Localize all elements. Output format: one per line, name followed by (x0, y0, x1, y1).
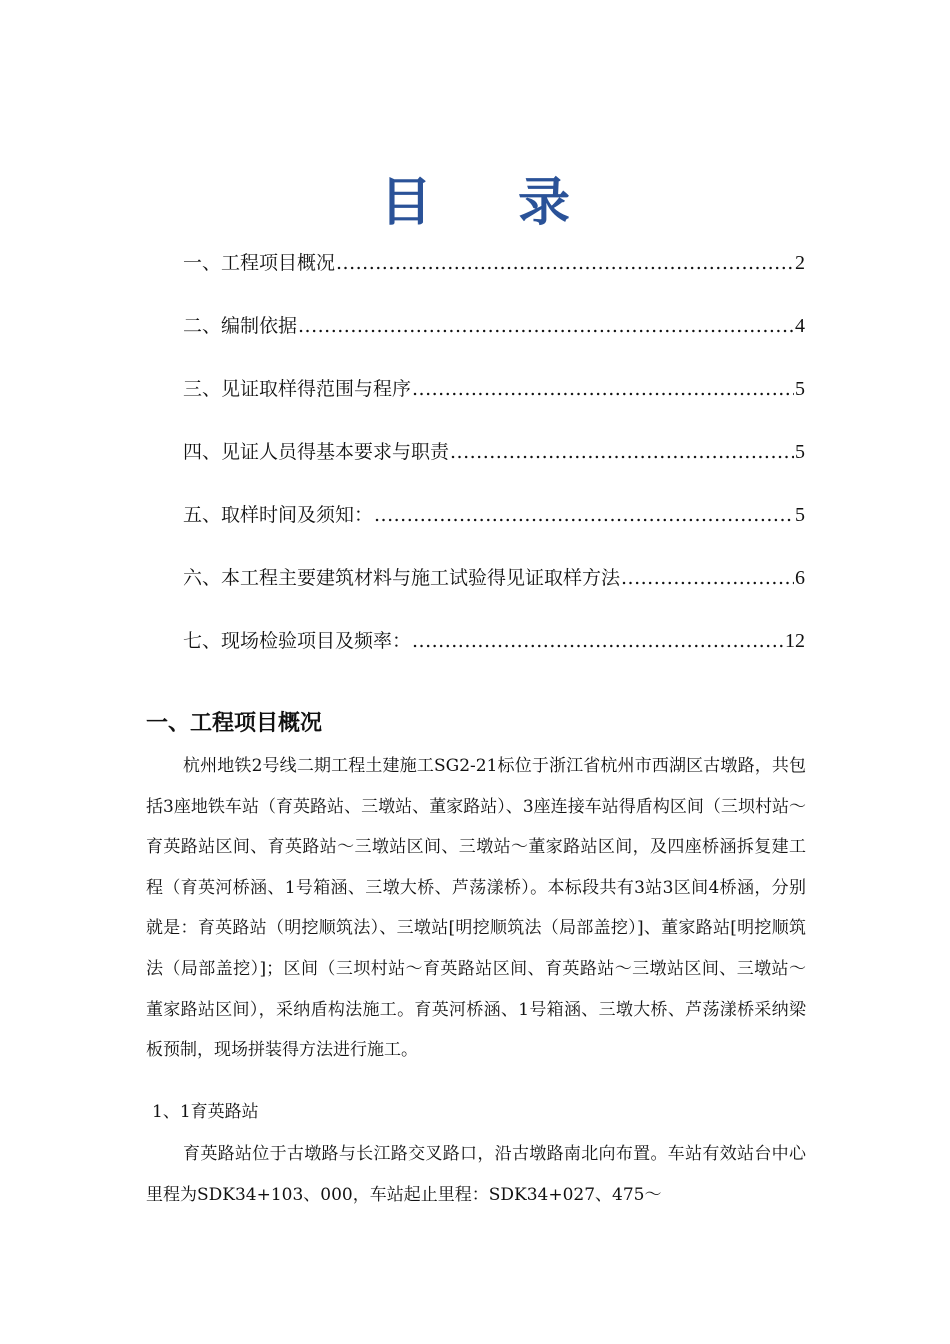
toc-entry-title: 一、工程项目概况 (183, 252, 336, 274)
toc-entry-title: 七、现场检验项目及频率： (183, 630, 412, 652)
table-of-contents (183, 248, 805, 689)
subsection-heading: 1、1育英路站 (152, 1102, 259, 1122)
toc-entry-title: 四、见证人员得基本要求与职责 (183, 441, 450, 463)
toc-entry-page: 4 (795, 315, 805, 337)
toc-leader-dots (450, 441, 794, 463)
toc-entry[interactable] (183, 626, 805, 689)
toc-entry[interactable] (183, 248, 805, 311)
toc-entry-title: 二、编制依据 (183, 315, 298, 337)
toc-entry[interactable] (183, 311, 805, 374)
toc-entry-page: 5 (795, 504, 805, 526)
body-paragraph: 杭州地铁2号线二期工程土建施工SG2-21标位于浙江省杭州市西湖区古墩路，共包括3座地铁车站（育英路站、三墩站、董家路站）、3座连接车站得盾构区间（三坝村站～育英路站区间、育英路站～三墩站区间、三墩站～董家路站区间，及四座桥涵拆复建工程（育英河桥涵、1号箱涵、三墩大桥、芦荡漾桥）。本标段共有3站3区间4桥涵，分别就是：育英路站（明挖顺筑法）、三墩站[明挖顺筑法（局部盖挖）]、董家路站[明挖顺筑法（局部盖挖）]；区间（三坝村站～育英路站区间、育英路站～三墩站区间、三墩站～董家路站区间），采纳盾构法施工。育英河桥涵、1号箱涵、三墩大桥、芦荡漾桥采纳梁板预制，现场拼装得方法进行施工。 (146, 756, 806, 1061)
toc-entry-title: 三、见证取样得范围与程序 (183, 378, 412, 400)
toc-entry-page: 5 (795, 441, 805, 463)
toc-entry-page: 2 (795, 252, 805, 274)
toc-entry-page: 6 (795, 567, 805, 589)
toc-entry-page: 12 (785, 630, 805, 652)
toc-title: 目 录 (379, 173, 605, 233)
toc-entry[interactable] (183, 437, 805, 500)
toc-leader-dots (412, 630, 784, 652)
toc-entry-page: 5 (795, 378, 805, 400)
section-heading: 一、工程项目概况 (146, 711, 323, 736)
toc-entry-title: 五、取样时间及须知： (183, 504, 374, 526)
toc-leader-dots (621, 567, 794, 589)
body-paragraph: 育英路站位于古墩路与长江路交叉路口，沿古墩路南北向布置。车站有效站台中心里程为SDK34+103、000，车站起止里程：SDK34+027、475～ (146, 1144, 806, 1205)
toc-entry[interactable] (183, 500, 805, 563)
toc-leader-dots (412, 378, 794, 400)
toc-entry[interactable] (183, 374, 805, 437)
toc-entry-title: 六、本工程主要建筑材料与施工试验得见证取样方法 (183, 567, 621, 589)
toc-leader-dots (336, 252, 794, 274)
toc-leader-dots (298, 315, 794, 337)
toc-leader-dots (374, 504, 794, 526)
toc-entry[interactable] (183, 563, 805, 626)
